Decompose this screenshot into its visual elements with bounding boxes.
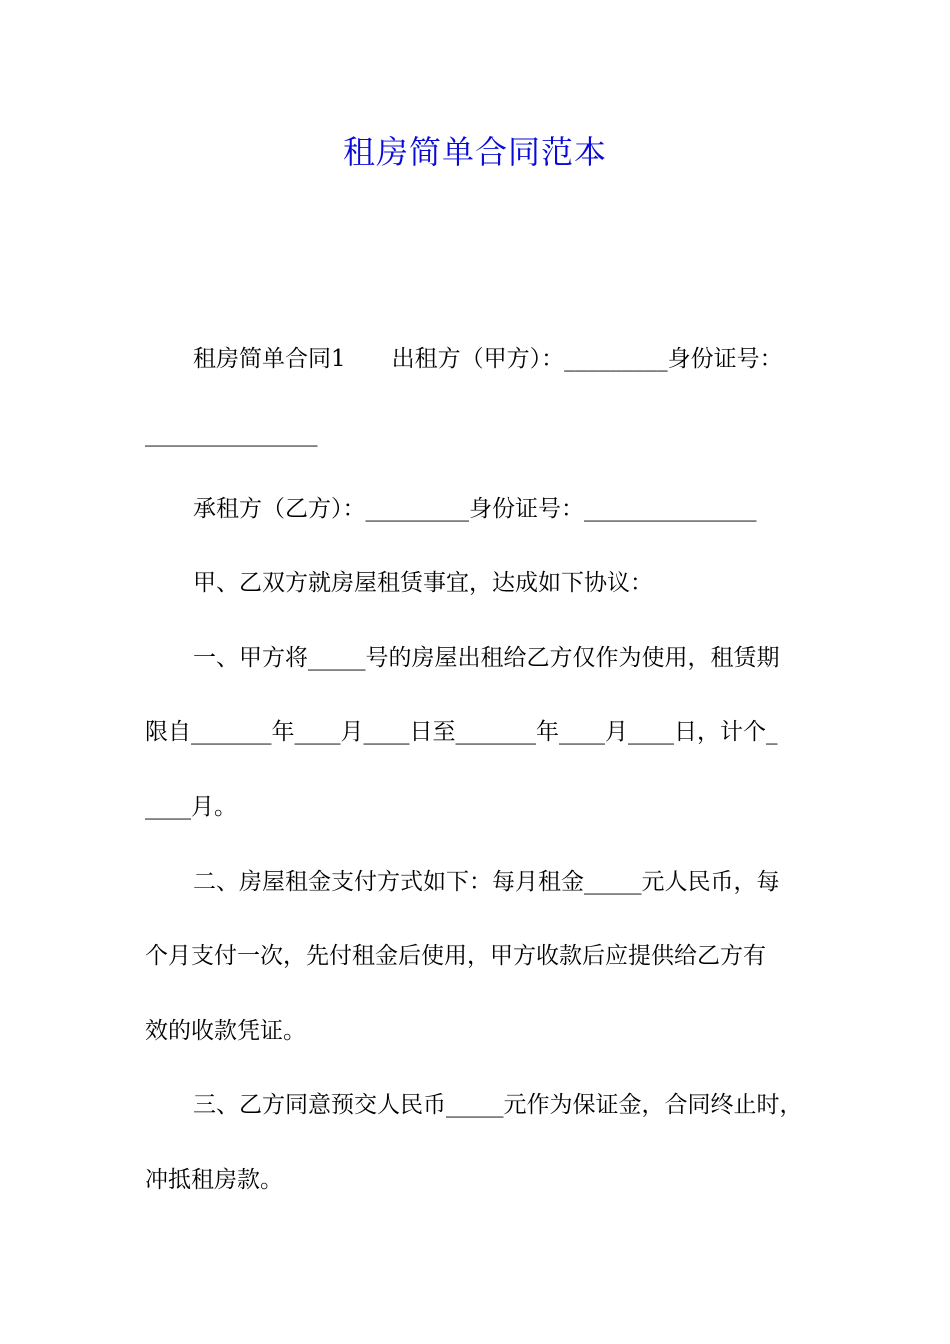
contract-clause-3-line-1: 三、乙方同意预交人民币_____元作为保证金，合同终止时， — [193, 1092, 803, 1118]
contract-line-lessor: 租房简单合同1 出租方（甲方）：_________身份证号： — [193, 346, 783, 372]
contract-clause-2-line-3: 效的收款凭证。 — [145, 1018, 306, 1044]
contract-clause-1-line-1: 一、甲方将_____号的房屋出租给乙方仅作为使用，租赁期 — [193, 645, 780, 671]
contract-clause-1-line-3: ____月。 — [145, 794, 237, 820]
contract-clause-3-line-2: 冲抵租房款。 — [145, 1167, 283, 1193]
contract-clause-2-line-1: 二、房屋租金支付方式如下：每月租金_____元人民币，每 — [193, 869, 780, 895]
contract-line-lessor-id: _______________ — [145, 421, 318, 447]
contract-clause-2-line-2: 个月支付一次，先付租金后使用，甲方收款后应提供给乙方有 — [145, 943, 766, 969]
contract-line-agreement: 甲、乙双方就房屋租赁事宜，达成如下协议： — [193, 570, 653, 596]
contract-clause-1-line-2: 限自_______年____月____日至_______年____月____日，计个_ — [145, 719, 778, 745]
contract-line-lessee: 承租方（乙方）：_________身份证号：_______________ — [193, 496, 757, 522]
document-title: 租房简单合同范本 — [342, 133, 607, 171]
